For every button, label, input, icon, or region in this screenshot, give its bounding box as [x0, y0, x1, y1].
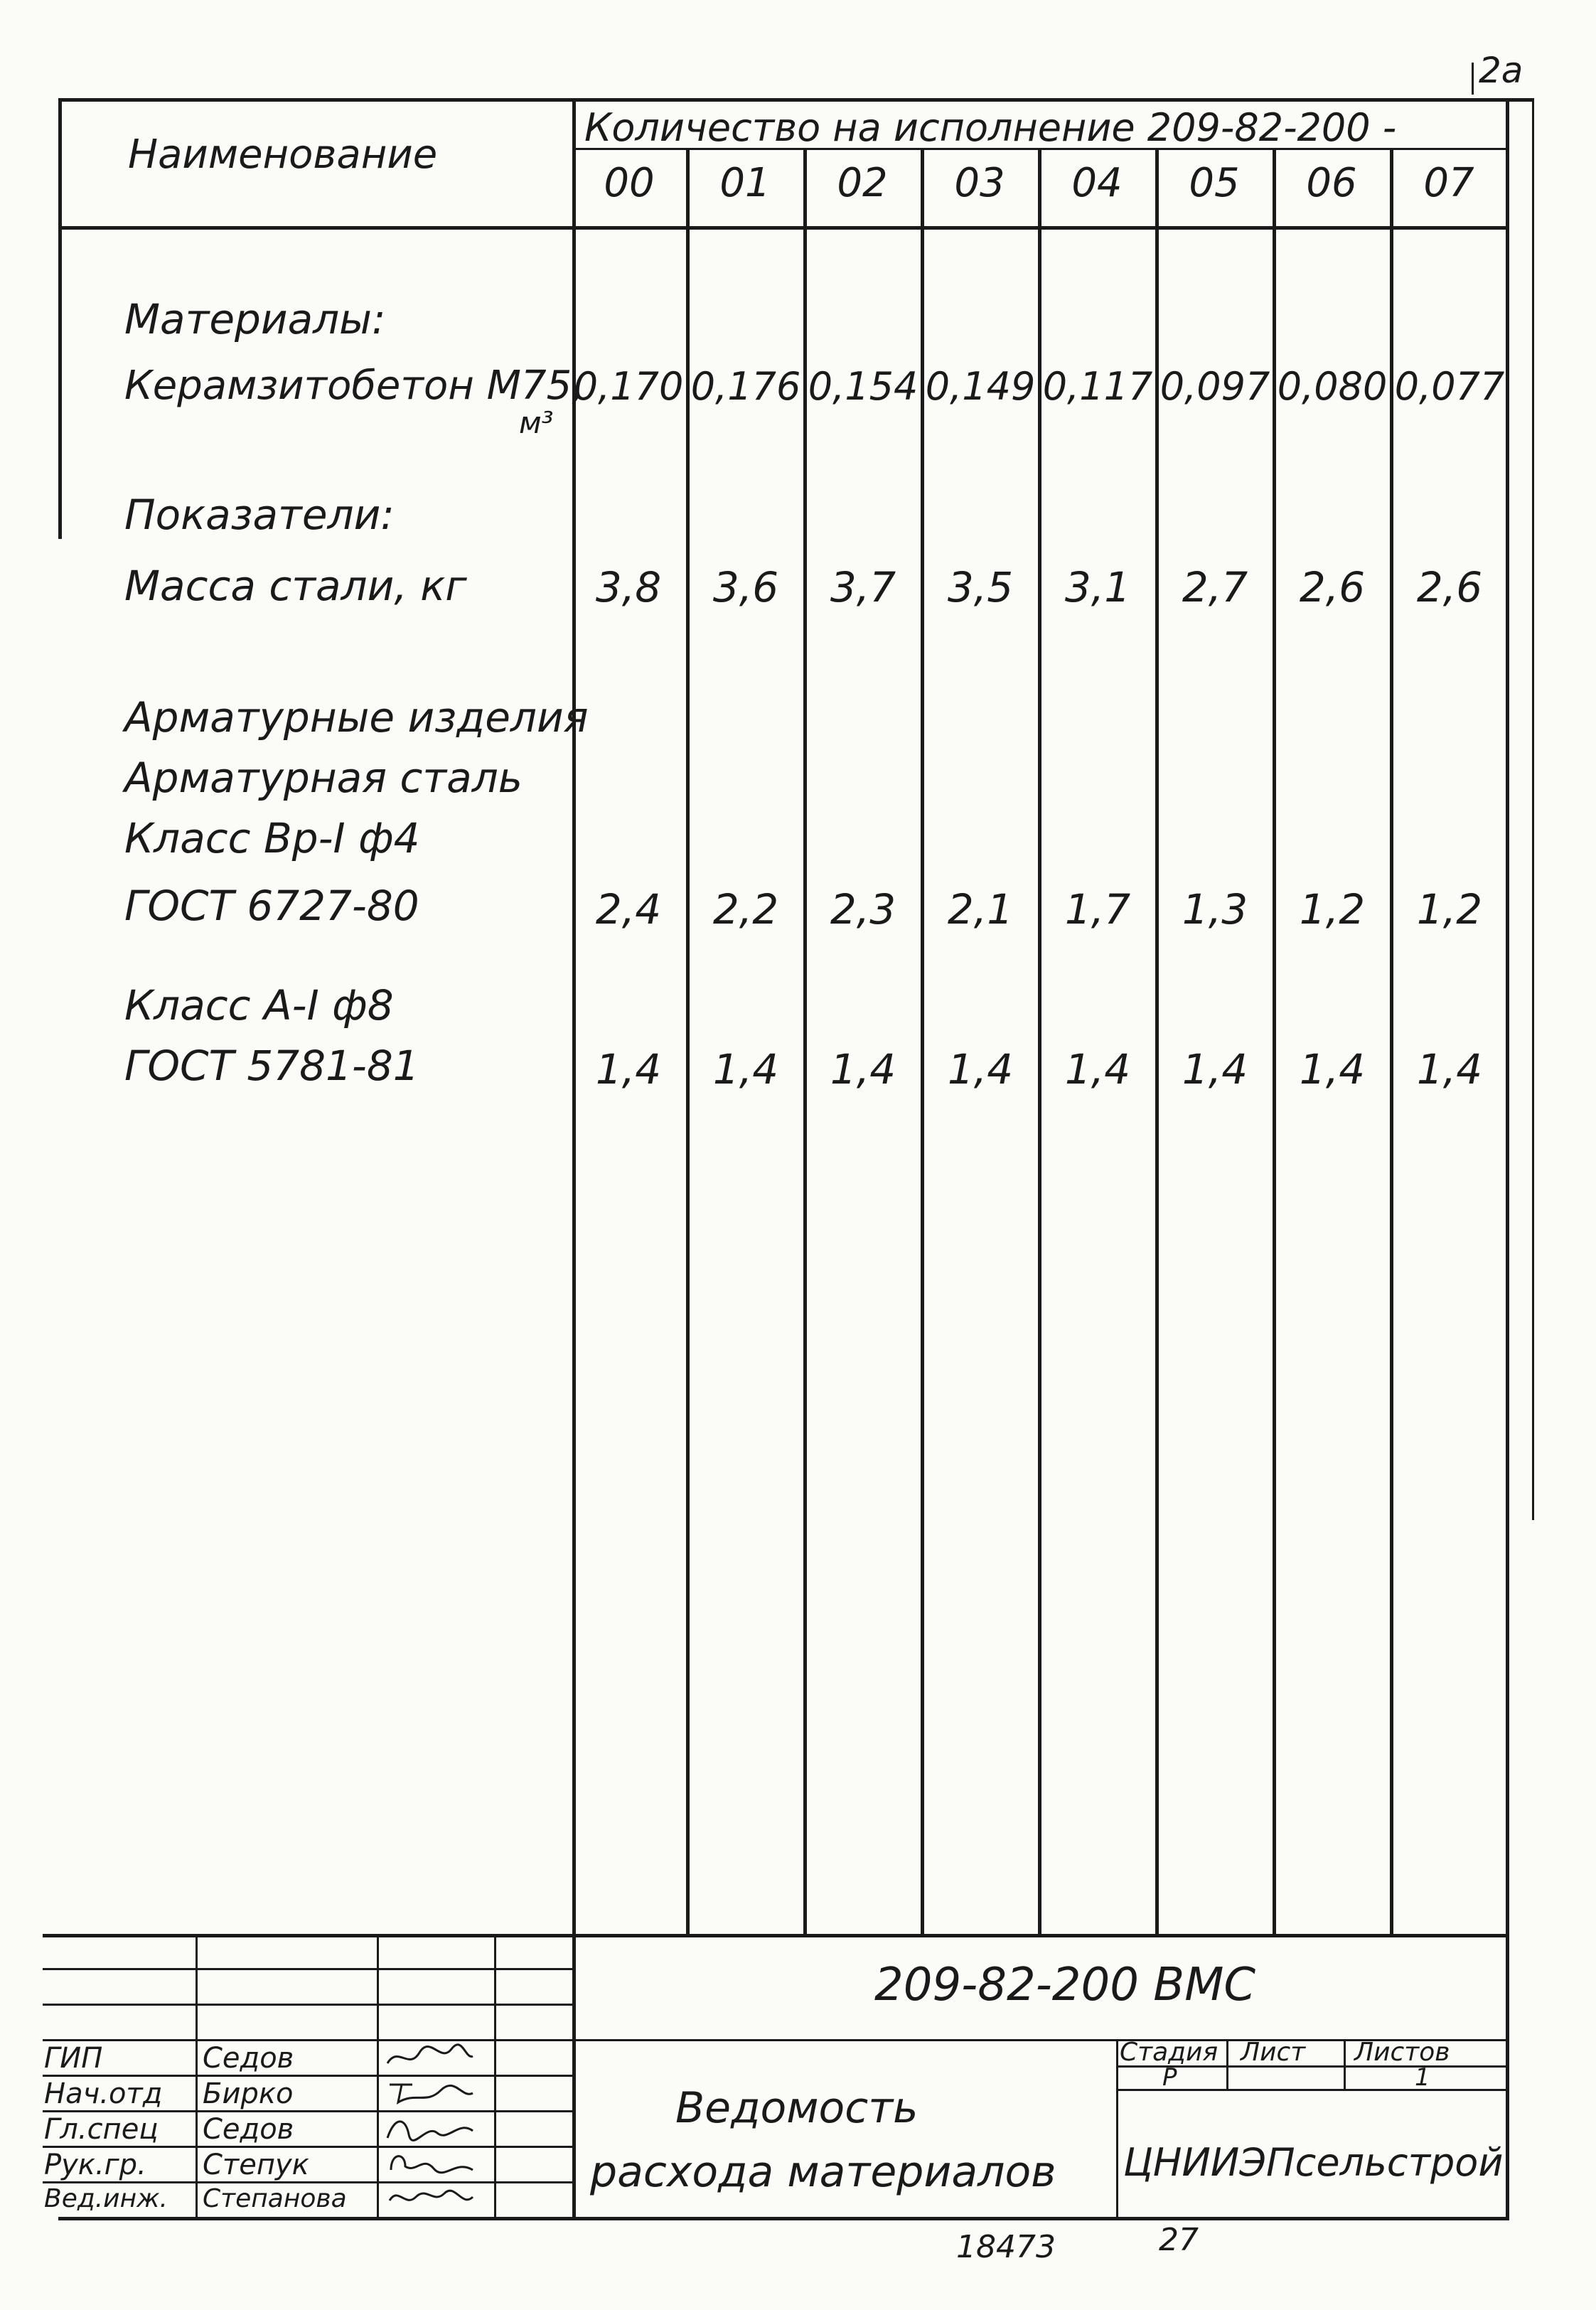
title-block-doc-code: 209-82-200 ВМС — [874, 1959, 1256, 2011]
tb-role-nach-otd: Нач.отд — [44, 2078, 163, 2110]
cell-gost-5781-00: 1,4 — [595, 1045, 662, 1093]
cell-steel-mass-00: 3,8 — [595, 563, 662, 611]
signature-1 — [384, 2042, 476, 2072]
cell-gost-6727-07: 1,2 — [1416, 885, 1483, 934]
col-sep-6 — [1273, 149, 1276, 1934]
tb-role-ved-inzh: Вед.инж. — [44, 2184, 168, 2213]
cell-keramzit-00: 0,170 — [573, 364, 684, 409]
cell-gost-5781-01: 1,4 — [712, 1045, 779, 1093]
cell-gost-5781-02: 1,4 — [830, 1045, 896, 1093]
row-label-armature-steel: Арматурная сталь — [124, 754, 523, 802]
cell-gost-6727-06: 1,2 — [1299, 885, 1366, 934]
title-block-title-line1: Ведомость — [675, 2083, 918, 2133]
tb-sheets-value: 1 — [1415, 2063, 1430, 2092]
cell-steel-mass-02: 3,7 — [830, 563, 896, 611]
header-name-column: Наименование — [128, 132, 438, 178]
cell-steel-mass-05: 2,7 — [1182, 563, 1248, 611]
row-label-keramzit: Керамзитобетон М75, — [124, 363, 585, 409]
page-number: 2a — [1479, 50, 1523, 91]
row-label-materials: Материалы: — [124, 295, 386, 343]
cell-gost-6727-01: 2,2 — [712, 885, 779, 934]
row-label-gost-6727: ГОСТ 6727-80 — [124, 882, 419, 930]
cell-gost-6727-04: 1,7 — [1064, 885, 1131, 934]
tb-stage-value: Р — [1162, 2063, 1177, 2092]
cell-gost-6727-05: 1,3 — [1182, 885, 1248, 934]
cell-steel-mass-04: 3,1 — [1064, 563, 1131, 611]
tb-role-gip: ГИП — [44, 2042, 103, 2075]
tb-name-nach-otd: Бирко — [203, 2078, 294, 2110]
col-sep-2 — [803, 149, 807, 1934]
tb-sheet-label: Лист — [1241, 2038, 1306, 2067]
cell-gost-5781-05: 1,4 — [1182, 1045, 1248, 1093]
row-label-indicators: Показатели: — [124, 491, 395, 539]
cell-gost-5781-04: 1,4 — [1064, 1045, 1131, 1093]
tb-role-gl-spec: Гл.спец — [44, 2113, 159, 2146]
col-sep-name — [572, 98, 576, 2217]
cell-steel-mass-07: 2,6 — [1416, 563, 1483, 611]
col-code-03: 03 — [954, 160, 1005, 206]
cell-gost-5781-07: 1,4 — [1416, 1045, 1483, 1093]
tb-stage-label: Стадия — [1120, 2038, 1219, 2067]
tb-row-d — [43, 2075, 572, 2077]
signature-4 — [384, 2149, 476, 2178]
col-code-06: 06 — [1306, 160, 1357, 206]
frame-right-outer — [1532, 98, 1534, 1520]
frame-top — [58, 98, 1533, 102]
page-number-tick — [1472, 63, 1474, 95]
tb-name-gl-spec: Седов — [203, 2113, 294, 2146]
cell-gost-6727-03: 2,1 — [947, 885, 1014, 934]
col-sep-3 — [921, 149, 924, 1934]
col-code-02: 02 — [837, 160, 888, 206]
tb-row-b — [43, 2004, 572, 2006]
cell-keramzit-07: 0,077 — [1394, 364, 1505, 409]
tb-role-ruk-gr: Рук.гр. — [44, 2149, 146, 2181]
header-quantity-title: Количество на исполнение 209-82-200 - — [584, 105, 1397, 150]
tb-row-e — [43, 2110, 572, 2112]
tb-row-g — [43, 2181, 572, 2183]
col-sep-4 — [1038, 149, 1041, 1934]
frame-left-top — [58, 98, 62, 539]
title-block-title-line2: расхода материалов — [590, 2147, 1056, 2197]
frame-right — [1506, 98, 1509, 2217]
title-block-organization: ЦНИИЭПсельстрой — [1123, 2140, 1504, 2185]
row-label-steel-mass: Масса стали, кг — [124, 562, 467, 610]
col-sep-7 — [1390, 149, 1393, 1934]
signature-2 — [384, 2078, 476, 2107]
signature-3 — [384, 2113, 476, 2143]
tb-row-f — [43, 2146, 572, 2148]
title-block-top — [43, 1934, 1509, 1937]
cell-gost-6727-02: 2,3 — [830, 885, 896, 934]
col-code-07: 07 — [1423, 160, 1474, 206]
cell-steel-mass-03: 3,5 — [947, 563, 1014, 611]
tb-row-a — [43, 1968, 572, 1970]
row-label-armature-items: Арматурные изделия — [124, 693, 589, 742]
col-sep-5 — [1155, 149, 1159, 1934]
tb-stage-sep-1 — [1226, 2039, 1228, 2089]
row-label-class-bp: Класс Вр-I ф4 — [124, 814, 420, 862]
tb-name-gip: Седов — [203, 2042, 294, 2075]
cell-gost-6727-00: 2,4 — [595, 885, 662, 934]
cell-keramzit-04: 0,117 — [1042, 364, 1153, 409]
col-code-04: 04 — [1071, 160, 1123, 206]
col-sep-1 — [686, 149, 690, 1934]
row-unit-keramzit: м³ — [519, 405, 554, 440]
cell-keramzit-05: 0,097 — [1159, 364, 1270, 409]
tb-name-ruk-gr: Степук — [203, 2149, 309, 2181]
header-bottom — [58, 226, 1509, 230]
cell-keramzit-06: 0,080 — [1277, 364, 1388, 409]
tb-stage-sep-2 — [1344, 2039, 1346, 2089]
tb-name-ved-inzh: Степанова — [203, 2184, 347, 2213]
cell-gost-5781-06: 1,4 — [1299, 1045, 1366, 1093]
footer-number-right: 27 — [1159, 2222, 1199, 2258]
cell-keramzit-02: 0,154 — [808, 364, 918, 409]
frame-bottom — [58, 2217, 1509, 2220]
footer-number-left: 18473 — [956, 2229, 1056, 2265]
cell-gost-5781-03: 1,4 — [947, 1045, 1014, 1093]
col-code-05: 05 — [1189, 160, 1240, 206]
row-label-gost-5781: ГОСТ 5781-81 — [124, 1042, 419, 1090]
tb-row-c — [43, 2039, 572, 2041]
tb-sheets-label: Листов — [1354, 2038, 1450, 2067]
signature-5 — [384, 2183, 476, 2213]
col-code-01: 01 — [719, 160, 771, 206]
cell-keramzit-01: 0,176 — [690, 364, 801, 409]
cell-steel-mass-01: 3,6 — [712, 563, 779, 611]
cell-steel-mass-06: 2,6 — [1299, 563, 1366, 611]
row-label-class-a: Класс А-I ф8 — [124, 981, 394, 1030]
cell-keramzit-03: 0,149 — [925, 364, 1036, 409]
col-code-00: 00 — [604, 160, 655, 206]
